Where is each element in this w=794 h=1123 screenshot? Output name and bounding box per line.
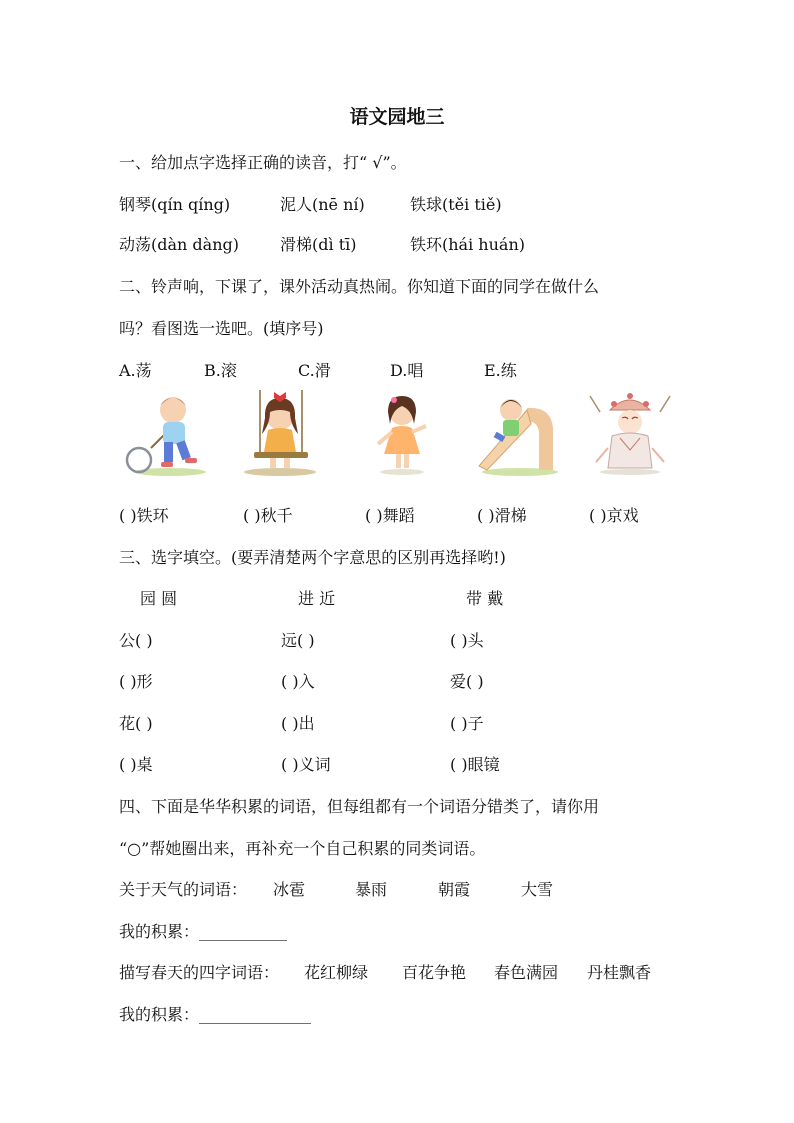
blank-wudao[interactable]: ( )舞蹈 <box>365 506 415 525</box>
blank-qiuqian[interactable]: ( )秋千 <box>243 506 293 525</box>
pinyin-item: 钢琴(qín qíng) <box>119 195 231 214</box>
option-b: B.滚 <box>204 361 237 380</box>
section2-heading-line1: 二、铃声响，下课了，课外活动真热闹。你知道下面的同学在做什么 <box>119 277 600 296</box>
blank-huati[interactable]: ( )滑梯 <box>477 506 527 525</box>
pinyin-item: 铁环(hái huán) <box>410 235 525 254</box>
word-item[interactable]: 百花争艳 <box>402 963 467 982</box>
blank-jingxi[interactable]: ( )京戏 <box>589 506 639 525</box>
accumulation-1[interactable]: 我的积累：___________ <box>119 922 288 941</box>
option-d: D.唱 <box>390 361 424 380</box>
page-title: 语文园地三 <box>349 106 445 128</box>
section4-heading-line2: “○”帮她圈出来，再补充一个自己积累的同类词语。 <box>119 839 486 858</box>
section1-heading: 一、给加点字选择正确的读音，打“ √”。 <box>119 153 407 172</box>
girl-on-swing-icon <box>230 388 330 478</box>
pinyin-item: 滑梯(dì tī) <box>280 235 357 254</box>
option-a: A.荡 <box>119 361 152 380</box>
fill-blank[interactable]: ( )桌 <box>119 755 153 774</box>
word-item[interactable]: 大雪 <box>521 880 554 899</box>
fill-blank[interactable]: ( )入 <box>281 672 315 691</box>
char-pair-yuan: 园 圆 <box>140 589 178 608</box>
fill-blank[interactable]: ( )形 <box>119 672 153 691</box>
boy-on-slide-icon <box>465 388 565 478</box>
word-item[interactable]: 花红柳绿 <box>304 963 369 982</box>
fill-blank[interactable]: ( )义词 <box>281 755 331 774</box>
char-pair-dai: 带 戴 <box>466 589 504 608</box>
fill-blank[interactable]: ( )眼镜 <box>450 755 500 774</box>
fill-blank[interactable]: ( )出 <box>281 714 315 733</box>
pinyin-item: 动荡(dàn dàng) <box>119 235 239 254</box>
activity-pictures <box>110 388 690 484</box>
accumulation-2[interactable]: 我的积累：______________ <box>119 1005 312 1024</box>
char-pair-jin: 进 近 <box>298 589 336 608</box>
fill-blank[interactable]: 花( ) <box>119 714 153 733</box>
word-item[interactable]: 丹桂飘香 <box>587 963 652 982</box>
fill-blank[interactable]: 爱( ) <box>450 672 484 691</box>
section2-heading-line2: 吗？看图选一选吧。(填序号) <box>119 319 324 338</box>
fill-blank[interactable]: 远( ) <box>281 631 315 650</box>
peking-opera-icon <box>580 388 680 478</box>
boy-rolling-hoop-icon <box>115 388 215 478</box>
pinyin-item: 铁球(těi tiě) <box>410 195 502 214</box>
fill-blank[interactable]: ( )头 <box>450 631 484 650</box>
pinyin-item: 泥人(nē ní) <box>280 195 365 214</box>
word-item[interactable]: 朝霞 <box>438 880 471 899</box>
word-item[interactable]: 暴雨 <box>355 880 388 899</box>
fill-blank[interactable]: 公( ) <box>119 631 153 650</box>
option-e: E.练 <box>484 361 517 380</box>
word-item[interactable]: 春色满园 <box>494 963 559 982</box>
group2-label: 描写春天的四字词语： <box>119 963 280 982</box>
section3-heading: 三、选字填空。(要弄清楚两个字意思的区别再选择哟!) <box>119 548 506 567</box>
word-item[interactable]: 冰雹 <box>273 880 306 899</box>
option-c: C.滑 <box>298 361 331 380</box>
blank-tiehuan[interactable]: ( )铁环 <box>119 506 169 525</box>
girl-dancing-icon <box>350 388 450 478</box>
fill-blank[interactable]: ( )子 <box>450 714 484 733</box>
group1-label: 关于天气的词语： <box>119 880 248 899</box>
section4-heading-line1: 四、下面是华华积累的词语，但每组都有一个词语分错类了，请你用 <box>119 797 600 816</box>
